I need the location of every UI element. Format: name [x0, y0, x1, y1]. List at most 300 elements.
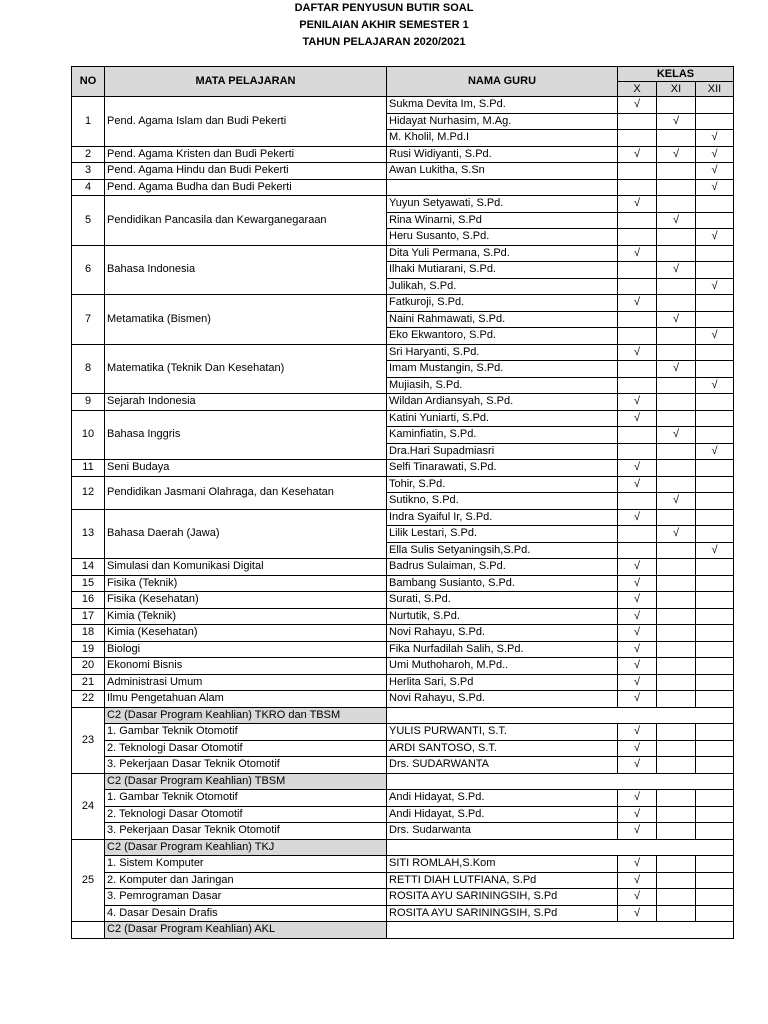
kelas-x-cell: [618, 278, 657, 295]
kelas-x-cell: √: [618, 757, 657, 774]
kelas-xii-cell: √: [696, 146, 734, 163]
document-title-block: [0, 0, 768, 51]
kelas-xii-cell: [696, 806, 734, 823]
kelas-x-cell: [618, 377, 657, 394]
subject-name: 4. Dasar Desain Drafis: [105, 905, 387, 922]
kelas-xii-cell: [696, 608, 734, 625]
subject-name: Fisika (Kesehatan): [105, 592, 387, 609]
teacher-name: Umi Muthoharoh, M.Pd..: [387, 658, 618, 675]
empty-cell: [387, 773, 734, 790]
table-row: [72, 790, 734, 807]
row-number: 23: [72, 707, 105, 773]
kelas-xi-cell: [657, 245, 696, 262]
subject-name: Bahasa Daerah (Jawa): [105, 509, 387, 559]
subject-name: Kimia (Kesehatan): [105, 625, 387, 642]
kelas-xi-cell: √: [657, 212, 696, 229]
kelas-xi-cell: [657, 509, 696, 526]
kelas-xi-cell: √: [657, 493, 696, 510]
kelas-xi-cell: [657, 740, 696, 757]
subject-name: Kimia (Teknik): [105, 608, 387, 625]
row-number: 1: [72, 97, 105, 147]
teacher-name: Rina Winarni, S.Pd: [387, 212, 618, 229]
kelas-x-cell: [618, 526, 657, 543]
table-row: [72, 773, 734, 790]
table-row: [72, 163, 734, 180]
title-line-2: PENILAIAN AKHIR SEMESTER 1: [299, 19, 469, 31]
subject-name: 3. Pekerjaan Dasar Teknik Otomotif: [105, 823, 387, 840]
teacher-name: Sukma Devita Im, S.Pd.: [387, 97, 618, 114]
teacher-name: Andi Hidayat, S.Pd.: [387, 790, 618, 807]
kelas-x-cell: √: [618, 625, 657, 642]
table-body: [72, 97, 734, 939]
kelas-xi-cell: [657, 674, 696, 691]
row-number: 11: [72, 460, 105, 477]
kelas-x-cell: [618, 179, 657, 196]
teacher-name: Fatkuroji, S.Pd.: [387, 295, 618, 312]
kelas-xi-cell: [657, 344, 696, 361]
teacher-name: SITI ROMLAH,S.Kom: [387, 856, 618, 873]
table-row: [72, 757, 734, 774]
kelas-xi-cell: [657, 542, 696, 559]
kelas-xii-cell: [696, 295, 734, 312]
kelas-xii-cell: [696, 691, 734, 708]
header-nama-guru: NAMA GURU: [387, 67, 618, 97]
teacher-name: ROSITA AYU SARININGSIH, S.Pd: [387, 905, 618, 922]
kelas-xi-cell: [657, 889, 696, 906]
kelas-xii-cell: [696, 245, 734, 262]
teacher-name: Badrus Sulaiman, S.Pd.: [387, 559, 618, 576]
table-row: [72, 839, 734, 856]
kelas-x-cell: [618, 493, 657, 510]
kelas-xii-cell: [696, 575, 734, 592]
kelas-x-cell: √: [618, 691, 657, 708]
kelas-xi-cell: [657, 724, 696, 741]
kelas-xi-cell: [657, 658, 696, 675]
kelas-x-cell: [618, 212, 657, 229]
kelas-xi-cell: [657, 229, 696, 246]
subject-name: Matematika (Teknik Dan Kesehatan): [105, 344, 387, 394]
subject-name: Seni Budaya: [105, 460, 387, 477]
teacher-name: Eko Ekwantoro, S.Pd.: [387, 328, 618, 345]
kelas-xii-cell: [696, 113, 734, 130]
kelas-xi-cell: [657, 130, 696, 147]
table-row: [72, 823, 734, 840]
kelas-x-cell: √: [618, 889, 657, 906]
question-writers-table: [71, 66, 734, 939]
program-subheading: C2 (Dasar Program Keahlian) TKRO dan TBSM: [105, 707, 387, 724]
kelas-xii-cell: √: [696, 377, 734, 394]
table-row: [72, 872, 734, 889]
kelas-xii-cell: [696, 97, 734, 114]
kelas-x-cell: √: [618, 146, 657, 163]
row-number: 19: [72, 641, 105, 658]
subject-name: Ekonomi Bisnis: [105, 658, 387, 675]
table-row: [72, 856, 734, 873]
teacher-name: Ilhaki Mutiarani, S.Pd.: [387, 262, 618, 279]
kelas-x-cell: [618, 113, 657, 130]
teacher-name: ARDI SANTOSO, S.T.: [387, 740, 618, 757]
row-number: 10: [72, 410, 105, 460]
row-number: 12: [72, 476, 105, 509]
row-number: 9: [72, 394, 105, 411]
header-kelas-x: X: [618, 82, 657, 97]
kelas-x-cell: √: [618, 905, 657, 922]
kelas-xi-cell: √: [657, 113, 696, 130]
subject-name: 1. Gambar Teknik Otomotif: [105, 790, 387, 807]
kelas-xii-cell: [696, 658, 734, 675]
kelas-x-cell: [618, 443, 657, 460]
kelas-xi-cell: √: [657, 146, 696, 163]
table-row: [72, 394, 734, 411]
kelas-xii-cell: [696, 311, 734, 328]
subject-name: Pend. Agama Islam dan Budi Pekerti: [105, 97, 387, 147]
table-row: [72, 806, 734, 823]
kelas-x-cell: √: [618, 196, 657, 213]
table-row: [72, 608, 734, 625]
kelas-xi-cell: [657, 592, 696, 609]
subject-name: Pendidikan Pancasila dan Kewarganegaraan: [105, 196, 387, 246]
teacher-name: Surati, S.Pd.: [387, 592, 618, 609]
subject-name: Pend. Agama Budha dan Budi Pekerti: [105, 179, 387, 196]
kelas-xii-cell: [696, 262, 734, 279]
kelas-x-cell: [618, 262, 657, 279]
kelas-xi-cell: [657, 806, 696, 823]
kelas-xi-cell: [657, 443, 696, 460]
kelas-xi-cell: [657, 460, 696, 477]
table-row: [72, 196, 734, 213]
teacher-name: M. Kholil, M.Pd.I: [387, 130, 618, 147]
teacher-name: Imam Mustangin, S.Pd.: [387, 361, 618, 378]
kelas-x-cell: √: [618, 509, 657, 526]
subject-name: Bahasa Indonesia: [105, 245, 387, 295]
kelas-xi-cell: [657, 757, 696, 774]
table-row: [72, 97, 734, 114]
kelas-xi-cell: [657, 163, 696, 180]
teacher-name: Novi Rahayu, S.Pd.: [387, 625, 618, 642]
kelas-xii-cell: [696, 212, 734, 229]
subject-name: Pend. Agama Kristen dan Budi Pekerti: [105, 146, 387, 163]
table-row: [72, 509, 734, 526]
kelas-xi-cell: [657, 872, 696, 889]
subject-name: Fisika (Teknik): [105, 575, 387, 592]
teacher-name: Naini Rahmawati, S.Pd.: [387, 311, 618, 328]
header-kelas: KELAS: [618, 67, 734, 82]
kelas-x-cell: √: [618, 608, 657, 625]
empty-cell: [387, 707, 734, 724]
teacher-name: Indra Syaiful Ir, S.Pd.: [387, 509, 618, 526]
row-number: 18: [72, 625, 105, 642]
kelas-xii-cell: [696, 196, 734, 213]
kelas-xi-cell: [657, 641, 696, 658]
kelas-x-cell: √: [618, 245, 657, 262]
kelas-x-cell: √: [618, 476, 657, 493]
kelas-xii-cell: [696, 757, 734, 774]
kelas-xi-cell: [657, 625, 696, 642]
subject-name: Pendidikan Jasmani Olahraga, dan Kesehatan: [105, 476, 387, 509]
table-row: [72, 179, 734, 196]
kelas-x-cell: √: [618, 295, 657, 312]
kelas-x-cell: √: [618, 872, 657, 889]
table-row: [72, 889, 734, 906]
table-row: [72, 707, 734, 724]
table-row: [72, 674, 734, 691]
subject-name: Administrasi Umum: [105, 674, 387, 691]
kelas-xii-cell: [696, 592, 734, 609]
subject-name: 1. Sistem Komputer: [105, 856, 387, 873]
teacher-name: RETTI DIAH LUTFIANA, S.Pd: [387, 872, 618, 889]
kelas-xii-cell: [696, 740, 734, 757]
kelas-xii-cell: √: [696, 542, 734, 559]
kelas-x-cell: √: [618, 823, 657, 840]
row-number: 5: [72, 196, 105, 246]
kelas-xi-cell: √: [657, 361, 696, 378]
kelas-xi-cell: [657, 328, 696, 345]
row-number: 20: [72, 658, 105, 675]
kelas-x-cell: √: [618, 674, 657, 691]
kelas-xii-cell: √: [696, 163, 734, 180]
kelas-xii-cell: [696, 344, 734, 361]
title-line-1: DAFTAR PENYUSUN BUTIR SOAL: [294, 2, 474, 14]
teacher-name: Kaminfiatin, S.Pd.: [387, 427, 618, 444]
table-row: [72, 245, 734, 262]
kelas-xi-cell: [657, 691, 696, 708]
subject-name: Metamatika (Bismen): [105, 295, 387, 345]
kelas-xi-cell: [657, 856, 696, 873]
kelas-x-cell: √: [618, 559, 657, 576]
teacher-name: ROSITA AYU SARININGSIH, S.Pd: [387, 889, 618, 906]
kelas-xii-cell: [696, 905, 734, 922]
header-no: NO: [72, 67, 105, 97]
kelas-xii-cell: [696, 856, 734, 873]
row-number: 21: [72, 674, 105, 691]
table-row: [72, 476, 734, 493]
kelas-xi-cell: [657, 905, 696, 922]
row-number: 13: [72, 509, 105, 559]
kelas-xii-cell: [696, 460, 734, 477]
kelas-xii-cell: √: [696, 179, 734, 196]
subject-name: 2. Teknologi Dasar Otomotif: [105, 740, 387, 757]
teacher-name: Sutikno, S.Pd.: [387, 493, 618, 510]
kelas-xii-cell: [696, 823, 734, 840]
kelas-xi-cell: [657, 377, 696, 394]
kelas-xii-cell: √: [696, 278, 734, 295]
row-number: 3: [72, 163, 105, 180]
table-row: [72, 905, 734, 922]
title-line-3: TAHUN PELAJARAN 2020/2021: [302, 36, 466, 48]
teacher-name: Yuyun Setyawati, S.Pd.: [387, 196, 618, 213]
subject-name: 3. Pekerjaan Dasar Teknik Otomotif: [105, 757, 387, 774]
subject-name: Ilmu Pengetahuan Alam: [105, 691, 387, 708]
subject-name: 1. Gambar Teknik Otomotif: [105, 724, 387, 741]
kelas-x-cell: √: [618, 592, 657, 609]
kelas-x-cell: [618, 130, 657, 147]
kelas-x-cell: √: [618, 724, 657, 741]
subject-name: Bahasa Inggris: [105, 410, 387, 460]
kelas-x-cell: √: [618, 641, 657, 658]
teacher-name: Drs. SUDARWANTA: [387, 757, 618, 774]
row-number: 16: [72, 592, 105, 609]
kelas-xii-cell: [696, 361, 734, 378]
subject-name: Simulasi dan Komunikasi Digital: [105, 559, 387, 576]
kelas-xii-cell: [696, 476, 734, 493]
kelas-x-cell: √: [618, 575, 657, 592]
kelas-xii-cell: √: [696, 229, 734, 246]
header-mata-pelajaran: MATA PELAJARAN: [105, 67, 387, 97]
table-row: [72, 658, 734, 675]
table-row: [72, 740, 734, 757]
kelas-xii-cell: [696, 559, 734, 576]
kelas-xi-cell: [657, 179, 696, 196]
row-number: 6: [72, 245, 105, 295]
teacher-name: Novi Rahayu, S.Pd.: [387, 691, 618, 708]
table-row: [72, 344, 734, 361]
kelas-x-cell: [618, 163, 657, 180]
table-row: [72, 641, 734, 658]
kelas-xi-cell: [657, 410, 696, 427]
teacher-name: Dita Yuli Permana, S.Pd.: [387, 245, 618, 262]
row-number: 15: [72, 575, 105, 592]
header-kelas-xii: XII: [696, 82, 734, 97]
kelas-x-cell: √: [618, 658, 657, 675]
table-row: [72, 592, 734, 609]
teacher-name: Andi Hidayat, S.Pd.: [387, 806, 618, 823]
kelas-x-cell: √: [618, 344, 657, 361]
table-row: [72, 559, 734, 576]
kelas-xii-cell: [696, 625, 734, 642]
row-number: [72, 922, 105, 939]
kelas-xii-cell: [696, 641, 734, 658]
kelas-x-cell: √: [618, 856, 657, 873]
row-number: 25: [72, 839, 105, 922]
kelas-x-cell: √: [618, 740, 657, 757]
empty-cell: [387, 839, 734, 856]
kelas-xii-cell: [696, 724, 734, 741]
table-row: [72, 410, 734, 427]
teacher-name: Drs. Sudarwanta: [387, 823, 618, 840]
kelas-xi-cell: [657, 575, 696, 592]
teacher-name: Lilik Lestari, S.Pd.: [387, 526, 618, 543]
kelas-xi-cell: [657, 559, 696, 576]
table-row: [72, 724, 734, 741]
table-row: [72, 625, 734, 642]
kelas-xii-cell: [696, 509, 734, 526]
table-row: [72, 922, 734, 939]
row-number: 7: [72, 295, 105, 345]
kelas-xi-cell: √: [657, 526, 696, 543]
kelas-xi-cell: [657, 97, 696, 114]
kelas-xi-cell: [657, 196, 696, 213]
kelas-x-cell: √: [618, 806, 657, 823]
subject-name: 2. Komputer dan Jaringan: [105, 872, 387, 889]
empty-cell: [387, 922, 734, 939]
subject-name: Pend. Agama Hindu dan Budi Pekerti: [105, 163, 387, 180]
kelas-x-cell: [618, 229, 657, 246]
kelas-xii-cell: [696, 394, 734, 411]
teacher-name: Ella Sulis Setyaningsih,S.Pd.: [387, 542, 618, 559]
header-kelas-xi: XI: [657, 82, 696, 97]
kelas-x-cell: √: [618, 790, 657, 807]
kelas-xi-cell: [657, 295, 696, 312]
program-subheading: C2 (Dasar Program Keahlian) AKL: [105, 922, 387, 939]
kelas-xii-cell: √: [696, 443, 734, 460]
row-number: 24: [72, 773, 105, 839]
table-row: [72, 295, 734, 312]
teacher-name: Awan Lukitha, S.Sn: [387, 163, 618, 180]
kelas-xii-cell: [696, 889, 734, 906]
kelas-x-cell: √: [618, 97, 657, 114]
row-number: 14: [72, 559, 105, 576]
kelas-xi-cell: √: [657, 427, 696, 444]
row-number: 8: [72, 344, 105, 394]
kelas-xii-cell: [696, 872, 734, 889]
kelas-x-cell: [618, 427, 657, 444]
teacher-name: Rusi Widiyanti, S.Pd.: [387, 146, 618, 163]
teacher-name: Wildan Ardiansyah, S.Pd.: [387, 394, 618, 411]
table-row: [72, 691, 734, 708]
kelas-x-cell: [618, 311, 657, 328]
teacher-name: Hidayat Nurhasim, M.Ag.: [387, 113, 618, 130]
teacher-name: Sri Haryanti, S.Pd.: [387, 344, 618, 361]
kelas-xi-cell: [657, 608, 696, 625]
kelas-x-cell: [618, 542, 657, 559]
kelas-xii-cell: [696, 674, 734, 691]
kelas-xi-cell: [657, 790, 696, 807]
teacher-name: Dra.Hari Supadmiasri: [387, 443, 618, 460]
program-subheading: C2 (Dasar Program Keahlian) TKJ: [105, 839, 387, 856]
kelas-xii-cell: √: [696, 130, 734, 147]
subject-name: Biologi: [105, 641, 387, 658]
teacher-name: YULIS PURWANTI, S.T.: [387, 724, 618, 741]
kelas-xi-cell: √: [657, 311, 696, 328]
subject-name: 2. Teknologi Dasar Otomotif: [105, 806, 387, 823]
row-number: 22: [72, 691, 105, 708]
teacher-name: Nurtutik, S.Pd.: [387, 608, 618, 625]
kelas-xii-cell: [696, 790, 734, 807]
kelas-xii-cell: [696, 526, 734, 543]
teacher-name: [387, 179, 618, 196]
kelas-x-cell: √: [618, 410, 657, 427]
row-number: 4: [72, 179, 105, 196]
kelas-x-cell: [618, 328, 657, 345]
row-number: 2: [72, 146, 105, 163]
kelas-x-cell: √: [618, 460, 657, 477]
kelas-x-cell: √: [618, 394, 657, 411]
teacher-name: Heru Susanto, S.Pd.: [387, 229, 618, 246]
table-row: [72, 575, 734, 592]
program-subheading: C2 (Dasar Program Keahlian) TBSM: [105, 773, 387, 790]
teacher-name: Fika Nurfadilah Salih, S.Pd.: [387, 641, 618, 658]
teacher-name: Bambang Susianto, S.Pd.: [387, 575, 618, 592]
kelas-xi-cell: [657, 278, 696, 295]
kelas-xi-cell: √: [657, 262, 696, 279]
kelas-x-cell: [618, 361, 657, 378]
kelas-xi-cell: [657, 394, 696, 411]
teacher-name: Julikah, S.Pd.: [387, 278, 618, 295]
kelas-xi-cell: [657, 823, 696, 840]
table-row: [72, 460, 734, 477]
kelas-xii-cell: [696, 427, 734, 444]
row-number: 17: [72, 608, 105, 625]
kelas-xii-cell: √: [696, 328, 734, 345]
teacher-name: Katini Yuniarti, S.Pd.: [387, 410, 618, 427]
subject-name: Sejarah Indonesia: [105, 394, 387, 411]
kelas-xii-cell: [696, 493, 734, 510]
kelas-xii-cell: [696, 410, 734, 427]
teacher-name: Herlita Sari, S.Pd: [387, 674, 618, 691]
teacher-name: Selfi Tinarawati, S.Pd.: [387, 460, 618, 477]
kelas-xi-cell: [657, 476, 696, 493]
table-row: [72, 146, 734, 163]
